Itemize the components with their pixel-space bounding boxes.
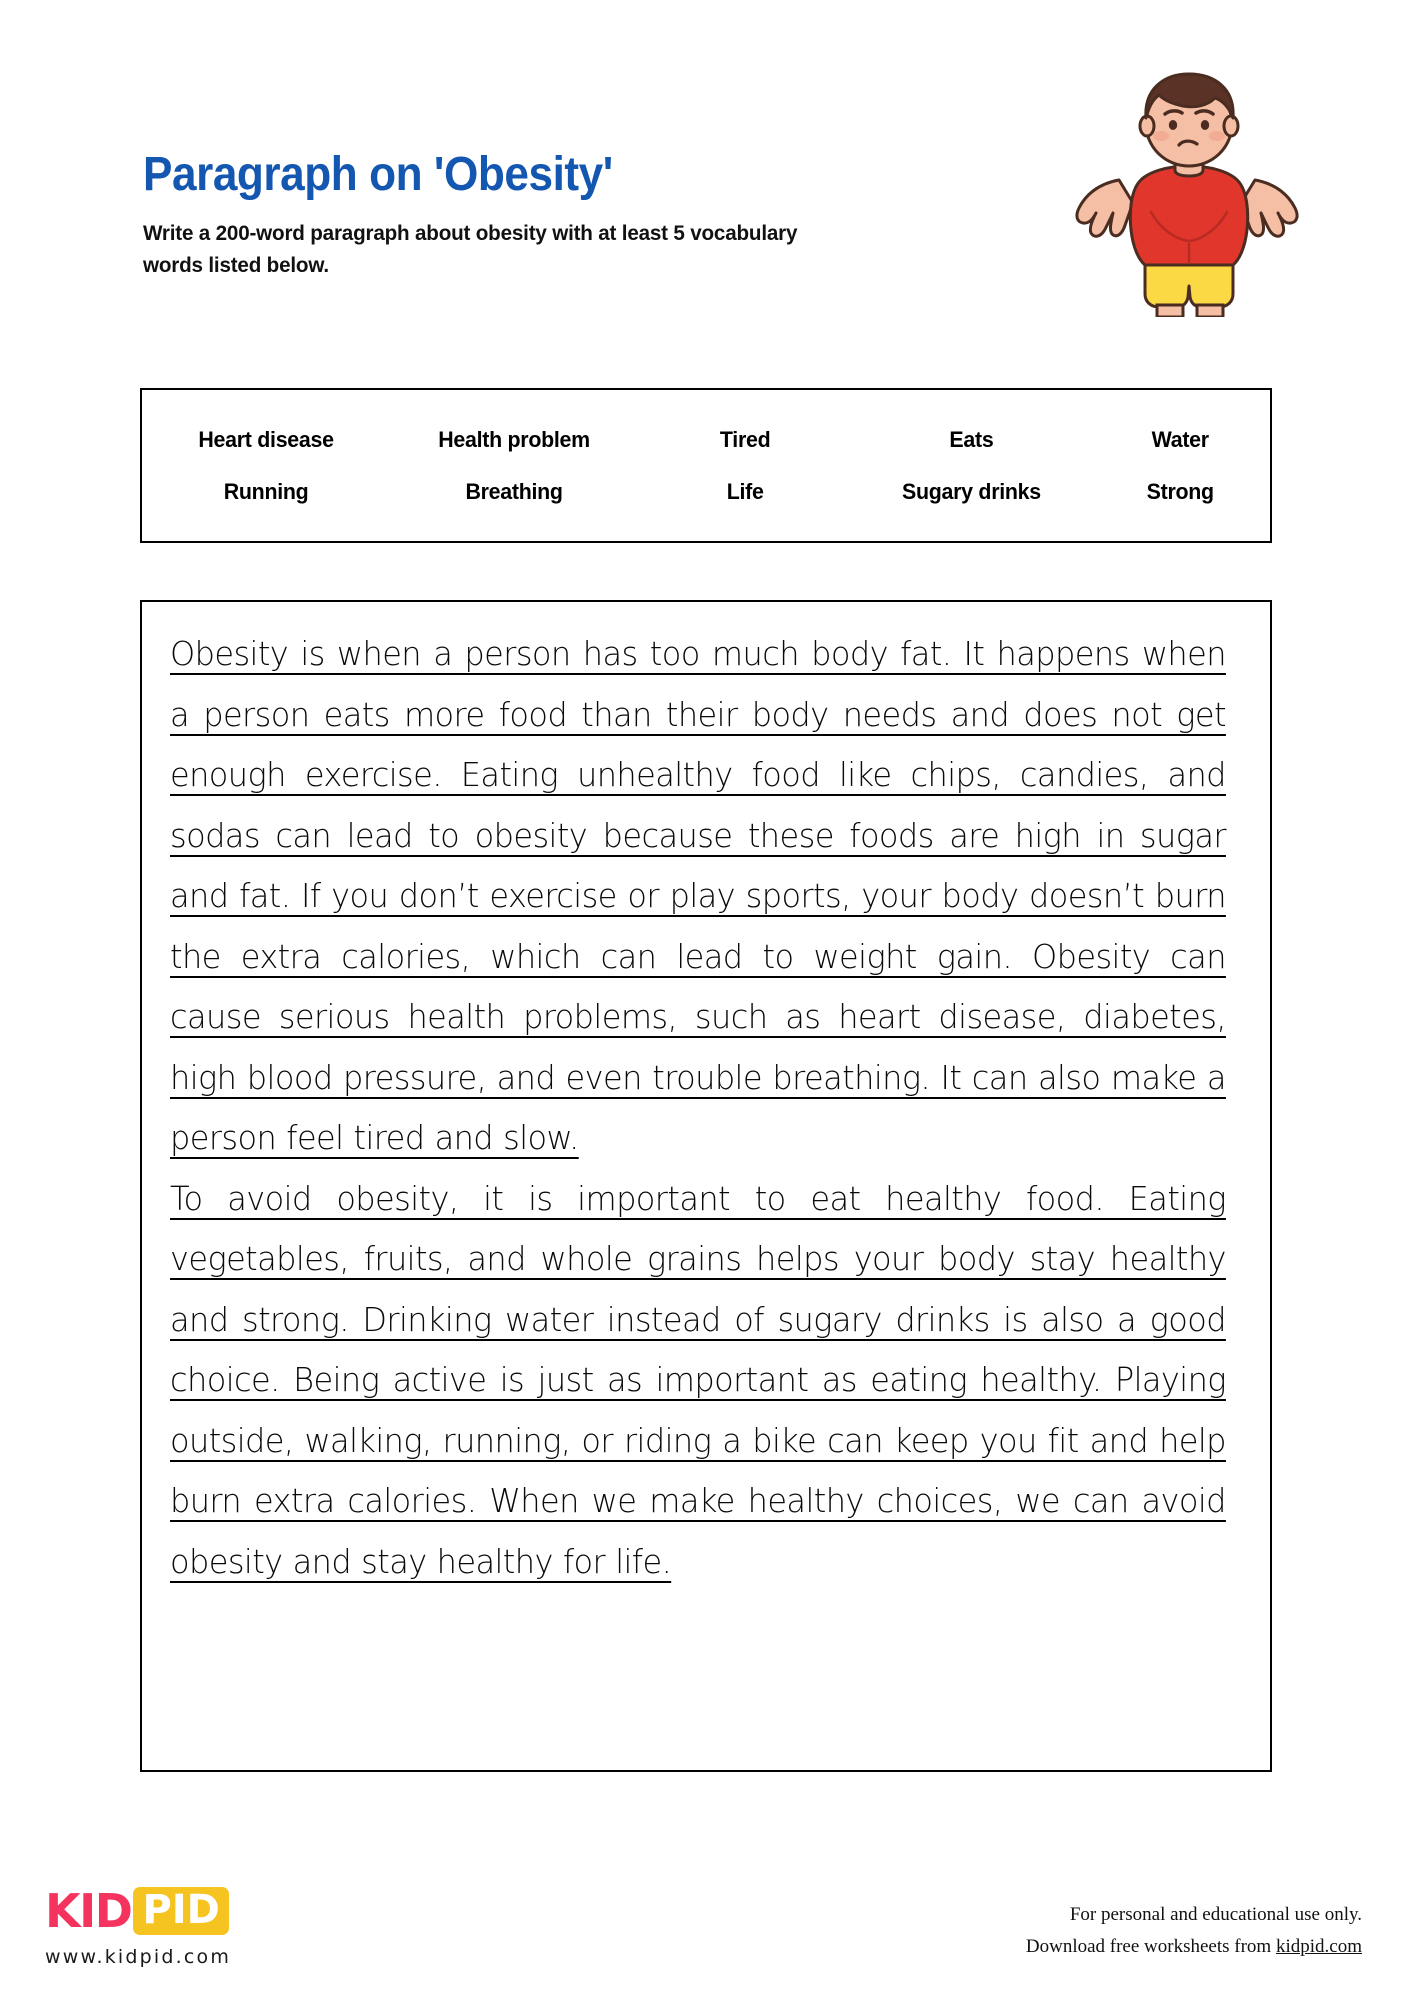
essay-text-block (170, 624, 1226, 1592)
footer-note-line-2 (1026, 1931, 1362, 1962)
vocabulary-word: Water (1151, 426, 1209, 452)
vocabulary-row (142, 479, 1270, 505)
vocabulary-word: Health problem (438, 426, 591, 452)
page-title: Paragraph on 'Obesity' (143, 148, 613, 201)
vocabulary-word: Breathing (465, 478, 563, 504)
logo-text-pid: PID (133, 1887, 228, 1935)
vocabulary-word: Eats (949, 426, 994, 452)
logo-text-kid: KID (45, 1884, 132, 1938)
vocabulary-word: Tired (720, 426, 771, 452)
vocabulary-word: Strong (1146, 478, 1214, 504)
kidpid-logo[interactable] (45, 1885, 231, 1968)
vocabulary-word: Heart disease (198, 426, 334, 452)
vocabulary-word: Running (223, 478, 309, 504)
worksheet-instructions: Write a 200-word paragraph about obesity with at least 5 vocabulary words listed below. (143, 221, 798, 277)
page-footer (0, 1840, 1414, 2000)
vocabulary-word-bank (140, 388, 1272, 543)
kidpid-footer-link[interactable]: kidpid.com (1275, 1935, 1362, 1957)
footer-note-prefix: Download free worksheets from (1025, 1935, 1276, 1957)
shrugging-boy-illustration (1049, 62, 1329, 317)
logo-mark (45, 1885, 231, 1937)
essay-paragraph-1: Obesity is when a person has too much body fat. It happens when a person eats more food than their body needs and does not get enough exercise. Eating unhealthy food like chips, candies, and sodas can lead to obesity because these foods are high in sugar and fat. If you don’t exercise or play sports, your body doesn’t burn the extra calories, which can lead to weight gain. Obesity can cause serious health problems, such as heart disease, diabetes, high blood pressure, and even trouble breathing. It can also make a person feel tired and slow. (170, 635, 1226, 1157)
essay-paragraph-2: To avoid obesity, it is important to eat healthy food. Eating vegetables, fruits, and whole grains helps your body stay healthy and strong. Drinking water instead of sugary drinks is also a good choice. Being active is just as important as eating healthy. Playing outside, walking, running, or riding a bike can keep you fit and help burn extra calories. When we make healthy choices, we can avoid obesity and stay healthy for life. (170, 1179, 1226, 1581)
vocabulary-row (142, 427, 1270, 453)
vocabulary-word: Sugary drinks (901, 478, 1041, 504)
logo-website-url: www.kidpid.com (45, 1946, 232, 1968)
vocabulary-word: Life (727, 478, 764, 504)
footer-note-line-1: For personal and educational use only. (1069, 1904, 1362, 1926)
essay-answer-box[interactable] (140, 600, 1272, 1772)
worksheet-header (143, 150, 983, 281)
footer-usage-note (1026, 1899, 1362, 1962)
